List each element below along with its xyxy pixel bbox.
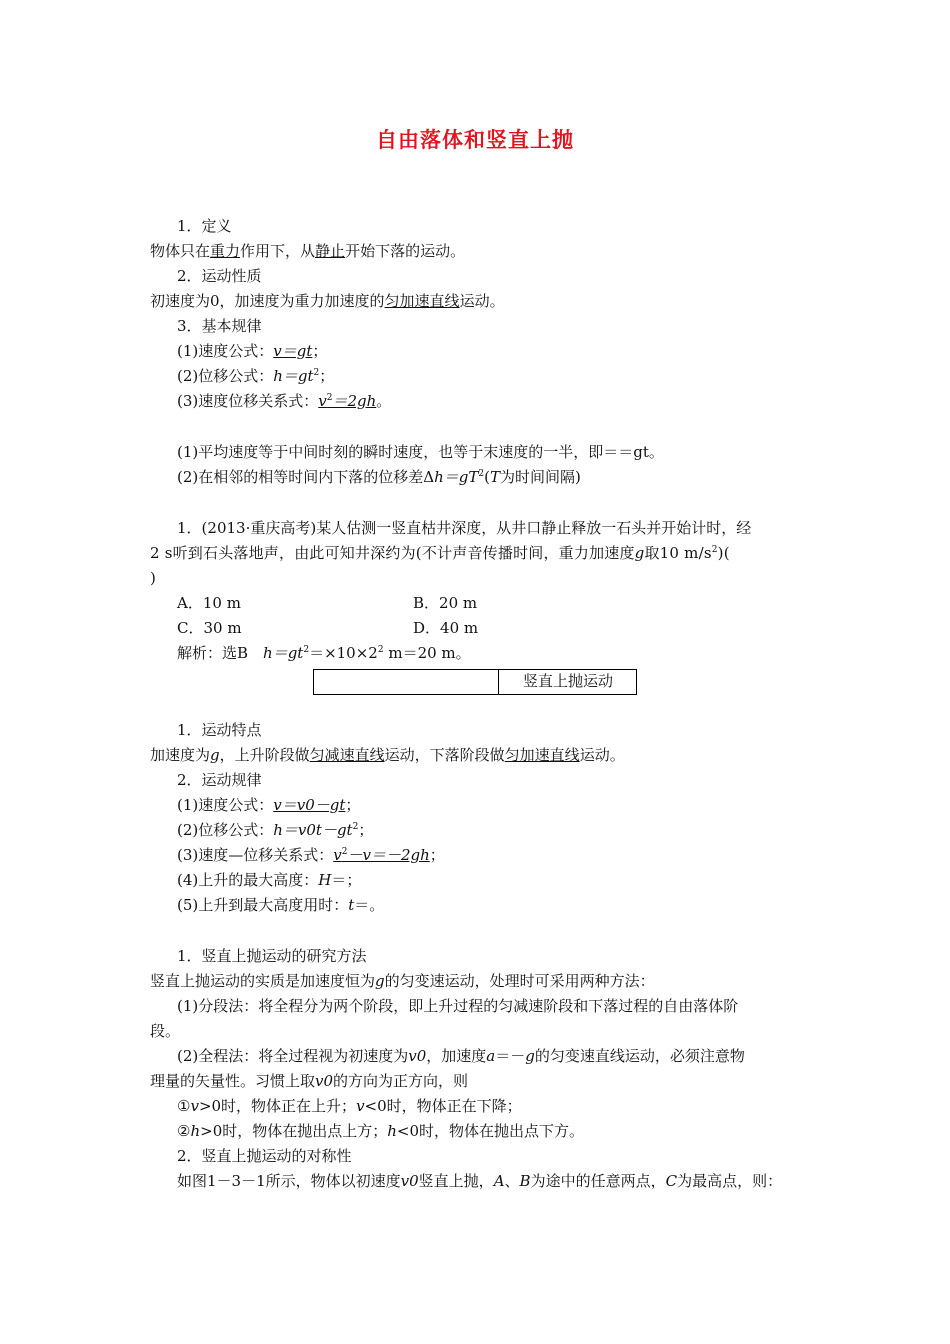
example-question-line2: 2 s听到石头落地声，由此可知井深约为(不计声音传播时间，重力加速度g取10 $m/s^2$)(	[150, 544, 730, 562]
example-question-line1: 1．(2013·重庆高考)某人估测一竖直枯井深度，从井口静止释放一石头并开始计时，经	[177, 519, 752, 537]
formula-time-to-top: (5)上升到最大高度用时：t＝。	[177, 896, 385, 914]
section-heading-rules: 3．基本规律	[177, 317, 262, 335]
option-c: C．30 m	[177, 619, 242, 637]
paragraph-symmetry: 如图1－3－1所示，物体以初速度v0竖直上抛，A、B为途中的任意两点，C为最高点，则：	[177, 1172, 783, 1190]
page-title: 自由落体和竖直上抛	[376, 128, 574, 152]
paragraph-definition: 物体只在重力作用下，从静止开始下落的运动。	[150, 242, 466, 260]
section-heading-symmetry: 2．竖直上抛运动的对称性	[177, 1147, 352, 1165]
option-a: A．10 m	[177, 594, 241, 612]
paragraph-segment-method: (1)分段法：将全程分为两个阶段，即上升过程的匀减速阶段和下落过程的自由落体阶	[177, 997, 739, 1015]
formula-max-height: (4)上升的最大高度：H＝；	[177, 871, 362, 889]
paragraph-methods-intro: 竖直上抛运动的实质是加速度恒为g的匀变速运动，处理时可采用两种方法：	[150, 972, 655, 990]
paragraph-nature: 初速度为0，加速度为重力加速度的匀加速直线运动。	[150, 292, 505, 310]
formula-velocity: (1)速度公式：v＝gt；	[177, 342, 328, 360]
condition-velocity: ①v>0时，物体正在上升；v<0时，物体正在下降；	[177, 1097, 522, 1115]
note-displacement-difference: (2)在相邻的相等时间内下落的位移差$\Delta h=gT^2(T$为时间间隔)	[177, 468, 581, 486]
example-question-line3: )	[150, 569, 156, 587]
formula-displacement: (2)位移公式：$h=gt^2$；	[177, 367, 335, 385]
formula-throw-displacement: (2)位移公式：$h=v0t-gt^2$；	[177, 821, 374, 839]
formula-throw-velocity-displacement: (3)速度—位移关系式：$v^2-v=-2gh$；	[177, 846, 445, 864]
paragraph-characteristics: 加速度为g，上升阶段做匀减速直线运动，下落阶段做匀加速直线运动。	[150, 746, 625, 764]
formula-velocity-displacement: (3)速度位移关系式：$v^2=2gh$。	[177, 392, 392, 410]
formula-throw-velocity: (1)速度公式：v＝v0－gt；	[177, 796, 361, 814]
section-heading-methods: 1．竖直上抛运动的研究方法	[177, 947, 367, 965]
table-header-cell: 竖直上抛运动	[522, 672, 613, 690]
section-heading-laws: 2．运动规律	[177, 771, 262, 789]
section-heading-characteristics: 1．运动特点	[177, 721, 262, 739]
section-heading-definition: 1．定义	[177, 217, 232, 235]
note-average-velocity: (1)平均速度等于中间时刻的瞬时速度，也等于末速度的一半，即＝＝gt。	[177, 443, 664, 461]
example-answer: 解析：选B $h=gt^2=\times 10\times 2^2$ m＝20 m。	[177, 644, 471, 662]
table-empty-cell	[314, 670, 499, 694]
option-b: B．20 m	[413, 594, 478, 612]
condition-height: ②h>0时，物体在抛出点上方；h<0时，物体在抛出点下方。	[177, 1122, 585, 1140]
paragraph-whole-method: (2)全程法：将全过程视为初速度为v0，加速度a＝－g的匀变速直线运动，必须注意物	[177, 1047, 745, 1065]
paragraph-segment-method-cont: 段。	[150, 1022, 181, 1040]
paragraph-whole-method-cont: 理量的矢量性。习惯上取v0的方向为正方向，则	[150, 1072, 469, 1090]
section-heading-nature: 2．运动性质	[177, 267, 262, 285]
section-table	[313, 669, 637, 695]
option-d: D．40 m	[413, 619, 479, 637]
